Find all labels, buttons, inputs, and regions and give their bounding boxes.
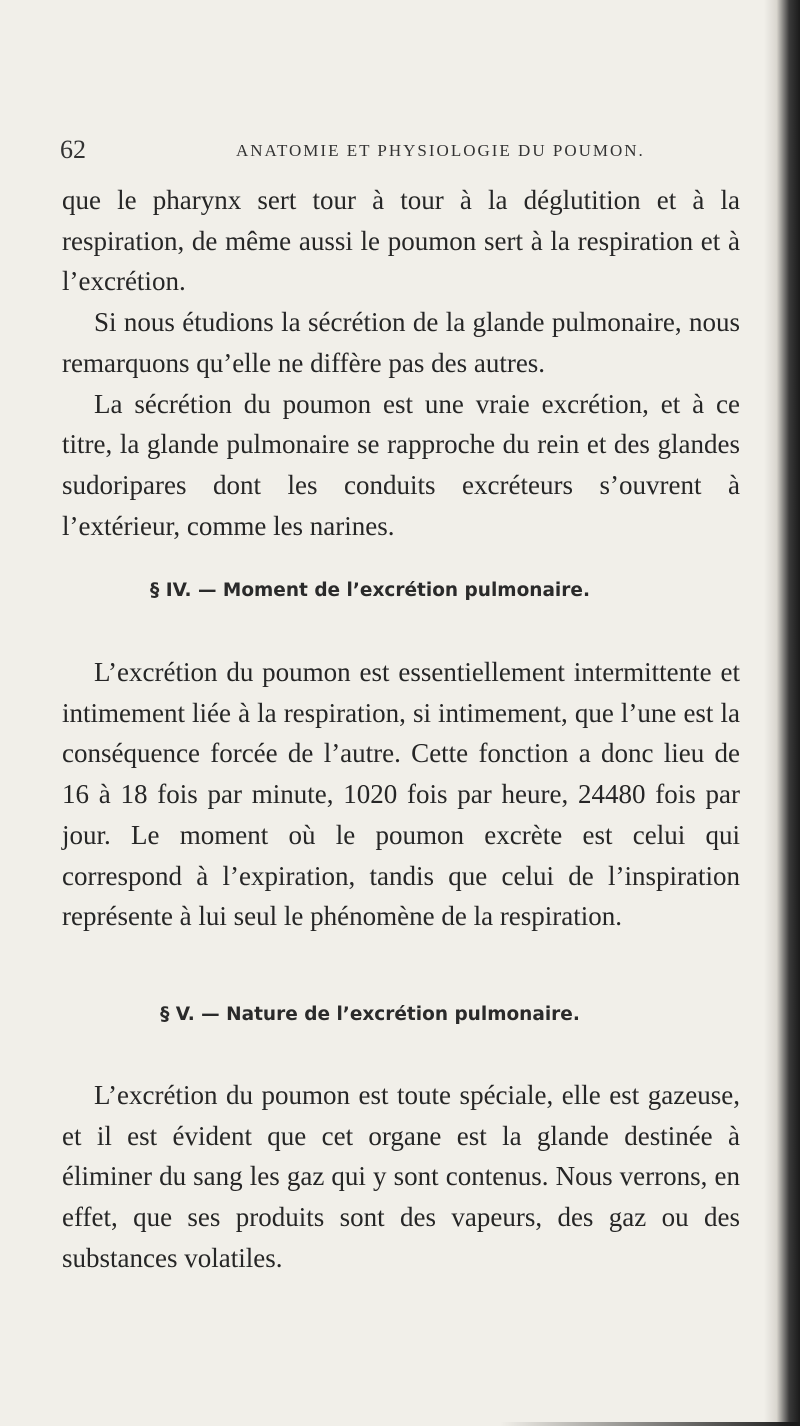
text-block-3 bbox=[62, 1075, 740, 1279]
paragraph-5: L’excrétion du poumon est toute spéciale, elle est gazeuse, et il est évident que cet organe est la glande destinée à éliminer du sang les gaz qui y sont contenus. Nous verrons, en effet, que ses produits sont des vapeurs, des gaz ou des substances volatiles. bbox=[62, 1080, 740, 1273]
text-block-1 bbox=[62, 180, 740, 546]
section-heading-v: § V. — Nature de l’excrétion pulmonaire. bbox=[160, 1004, 580, 1025]
book-spine-shadow bbox=[764, 0, 800, 1426]
page-header bbox=[0, 135, 740, 165]
paragraph-2: Si nous étudions la sécrétion de la glande pulmonaire, nous remarquons qu’elle ne diffère pas des autres. bbox=[62, 307, 740, 378]
paragraph-3: La sécrétion du poumon est une vraie excrétion, et à ce titre, la glande pulmonaire se rapproche du rein et des glandes sudoripares dont les conduits excréteurs s’ouvrent à l’extérieur, comme les narines. bbox=[62, 388, 740, 541]
page-edge-shadow bbox=[500, 1422, 800, 1426]
paragraph-1: que le pharynx sert tour à tour à la déglutition et à la respiration, de même aussi le poumon sert à la respiration et à l’excrétion. bbox=[62, 185, 740, 297]
page-number: 62 bbox=[60, 135, 86, 164]
text-block-2 bbox=[62, 652, 740, 937]
running-head: ANATOMIE ET PHYSIOLOGIE DU POUMON. bbox=[236, 141, 645, 160]
paragraph-4: L’excrétion du poumon est essentiellement intermittente et intimement liée à la respiration, si intimement, que l’une est la conséquence forcée de l’autre. Cette fonction a donc lieu de 16 à 18 fois par minute, 1020 fois par heure, 24480 fois par jour. Le moment où le poumon excrète est celui qui correspond à l’expiration, tandis que celui de l’inspiration représente à lui seul le phénomène de la respiration. bbox=[62, 657, 740, 932]
section-heading-iv: § IV. — Moment de l’excrétion pulmonaire. bbox=[150, 580, 590, 601]
